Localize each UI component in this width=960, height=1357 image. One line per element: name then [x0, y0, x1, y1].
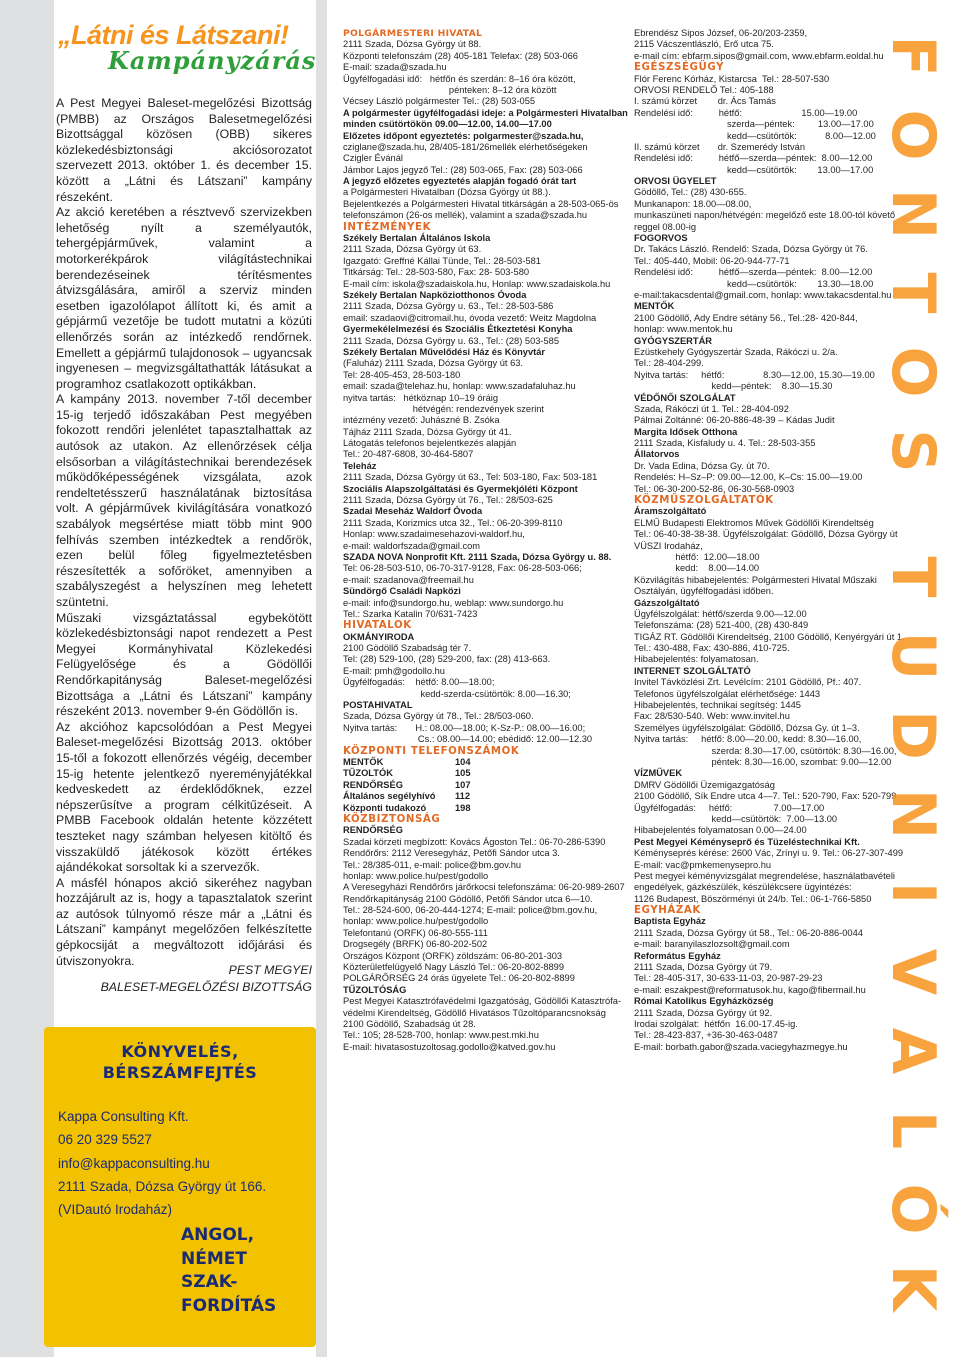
- section-heading: INTÉZMÉNYEK: [343, 221, 432, 233]
- directory-line: TIGÁZ RT. Gödöllői Kirendeltség, 2100 Gödöllő, Kenyérgyári út 1.: [634, 631, 905, 642]
- directory-line: Invitel Távközlési Zrt. Levélcím: 2101 Gödöllő, Pf.: 407.: [634, 677, 862, 688]
- directory-line: (Faluház) 2111 Szada, Dózsa György út 63.: [343, 358, 524, 369]
- directory-line: 2100 Gödöllő, Ady Endre sétány 56., Tel.:28- 420-844,: [634, 312, 858, 323]
- directory-line: Ügyfélfogadás: hétfő: 7.00—17.00: [634, 802, 825, 813]
- directory-line: Hibabejelentés: folyamatosan.: [634, 654, 759, 665]
- phone-service-number: 107: [455, 779, 471, 790]
- directory-line: Rendelési idő: hétfő—szerda—péntek: 8.00—12.00: [634, 267, 873, 278]
- directory-line: Jámbor Lajos jegyző Tel.: (28) 503-065, Fax: (28) 503-066: [343, 164, 583, 175]
- directory-line: Honlap: www.szadaimesehazovi-waldorf.hu,: [343, 529, 525, 540]
- directory-line: Titkárság: Tel.: 28-503-580, Fax: 28- 503-580: [343, 267, 530, 278]
- directory-line: E-mail: szada@szada.hu: [343, 62, 447, 73]
- ad-heading-line: BÉRSZÁMFEJTÉS: [102, 1063, 258, 1082]
- directory-line: Flór Ferenc Kórház, Kistarcsa Tel.: 28-507-530: [634, 73, 830, 84]
- directory-line: Tel.: 28-405-317, 30-633-11-03, 20-987-29-23: [634, 973, 823, 984]
- directory-line: Rendőrkapitányság 2100 Gödöllő, Petőfi Sándor utca 6—10.: [343, 893, 593, 904]
- directory-line: VÜSZI Irodaház,: [634, 540, 703, 551]
- directory-line: Tájház 2111 Szada, Dózsa György út 41.: [343, 426, 512, 437]
- directory-line: Tel.: 28/385-011, e-mail: police@bm.gov.hu: [343, 859, 522, 870]
- directory-line: email: szadaovi@citromail.hu, óvoda vezető: Weitz Magdolna: [343, 312, 597, 323]
- directory-line: Rendelés: H–Sz–P: 09.00—12.00, K–Cs: 15.00—19.00: [634, 472, 863, 483]
- directory-line: nyitva tartás: hétköznap 10–19 óráig: [343, 392, 499, 403]
- article-paragraph: Műszaki vizsgáztatással egybekötött közlekedésbiztonsági napot rendezett a Pest Megyei Kormányhivatal Közlekedési Felügyelősége és a Gödöllői Rendőrkapitányság Baleset-megelőzési Bizottsága a „Látni és Látszani” kampány részeként 2013. november 9-én Gödöllőn is.: [56, 610, 312, 719]
- directory-line: Pálmai Zoltánné: 06-20-886-48-39 – Kádas Judit: [634, 415, 835, 426]
- directory-line: Központi telefonszám (28) 405-181 Telefax: (28) 503-066: [343, 50, 578, 61]
- vertical-title-letter: A: [878, 1028, 948, 1075]
- section-heading: KÖZPONTI TELEFONSZÁMOK: [343, 745, 520, 757]
- directory-line: Tel: (28) 529-100, (28) 529-200, fax: (28) 413-663.: [343, 654, 551, 665]
- directory-line: 2100 Gödöllő Szabadság tér 7.: [343, 643, 472, 654]
- directory-line: DMRV Gödöllői Üzemigazgatóság: [634, 779, 775, 790]
- signature-line: PEST MEGYEI: [228, 963, 312, 977]
- directory-line: E-mail cím: iskola@szadaiskola.hu, Honlap: www.szadaiskola.hu: [343, 278, 611, 289]
- directory-line: Tel.: 28-524-600, 06-20-444-1274; E-mail: police@bm.gov.hu,: [343, 905, 598, 916]
- directory-line: szerda—péntek: 13.00—17.00: [634, 119, 874, 130]
- advertisement: [44, 1027, 316, 1347]
- directory-line: Személyes ügyfélszolgálat: Gödöllő, Dózsa Gy. út 1–3.: [634, 722, 860, 733]
- phone-number-row: [343, 757, 625, 768]
- phone-service-label: Központi tudakozó: [343, 802, 427, 813]
- directory-line: A jegyző előzetes egyeztetés alapján fogadó órát tart: [343, 176, 577, 187]
- directory-line: e-mail: szadanova@freemail.hu: [343, 574, 474, 585]
- directory-line: a Polgármesteri Hivatalban (Dózsa György út 88.).: [343, 187, 551, 198]
- directory-line: honlap: www.police.hu/pest/godollo: [343, 870, 489, 881]
- directory-line: minden csütörtökön 09.00—12.00, 14.00—17.00: [343, 119, 552, 130]
- directory-line: POSTAHIVATAL: [343, 700, 413, 711]
- directory-line: Székely Bertalan Napköziotthonos Óvoda: [343, 289, 527, 300]
- directory-line: Ügyfélszolgálat: hétfő/szerda 9.00—12.00: [634, 608, 807, 619]
- directory-line: Irodai szolgálat: hétfőn 16.00-17.45-ig.: [634, 1018, 798, 1029]
- vertical-title: [868, 20, 958, 1350]
- directory-line: 2100 Gödöllő, Sík Endre utca 4—7. Tel.: 520-790, Fax: 520-799: [634, 791, 897, 802]
- directory-line: Ezüstkehely Gyógyszertár Szada, Rákóczi u. 2/a.: [634, 346, 838, 357]
- directory-line: Tel.: 06-30-200-52-86, 06-30-568-0903: [634, 483, 795, 494]
- directory-line: Székely Bertalan Általános Iskola: [343, 233, 491, 244]
- directory-line: Telefonszáma: (28) 521-400, (28) 430-849: [634, 620, 809, 631]
- phone-service-number: 104: [455, 757, 471, 767]
- directory-line: Teleház: [343, 460, 377, 471]
- directory-line: telefonszámon (26-os mellék), valamint a szada@szada.hu: [343, 210, 588, 221]
- directory-line: 2100 Gödöllő, Szabadság út 28.: [343, 1018, 476, 1029]
- directory-line: Pest megyei kéményvizsgálat megrendelése, használatbavételi: [634, 870, 895, 881]
- directory-line: Tel.: 06-40-38-38-38. Ügyfélszolgálat: Gödöllő, Dózsa György út: [634, 529, 898, 540]
- directory-column-1: [343, 28, 628, 1053]
- ad-phone: 06 20 329 5527: [58, 1132, 152, 1148]
- directory-line: 2115 Vácszentlászló, Erő utca 75.: [634, 39, 774, 50]
- directory-line: Szadai körzeti megbízott: Kovács Ágoston Tel.: 06-70-286-5390: [343, 836, 606, 847]
- ad-translation: [181, 1224, 276, 1318]
- article-paragraph: Az akcióhoz kapcsolódóan a Pest Megyei Baleset-megelőzési Bizottság 2013. október 15-től a fokozott ellenőrzés végéig, december 15-ig hetente jelentkező nyereményjátékkal kedveskedett az érdeklődőknek, ezzel népszerűsítve a program célkitűzéseit. A PMBB Facebook oldalán hetente közzétett teszteket nagy számban helyesen kitöltő és visszaküldő játékosok között értékes ajándékokat sorsoltak ki a szervezők.: [56, 719, 312, 875]
- section-heading: POLGÁRMESTERI HIVATAL: [343, 28, 483, 39]
- directory-line: Munkanapon: 18.00—08.00,: [634, 198, 752, 209]
- directory-line: E-mail: hivatasostuzoltosag.godollo@katved.gov.hu: [343, 1041, 556, 1052]
- section-heading: EGYHÁZAK: [634, 905, 701, 917]
- directory-line: Szada, Dózsa György út 78., Tel.: 28/503-060.: [343, 711, 534, 722]
- directory-line: Nyitva tartás: hétfő: 8.30—12.00, 15.30—19.00: [634, 369, 875, 380]
- directory-line: 2111 Szada, Dózsa György út 79.: [634, 962, 773, 973]
- directory-line: RENDŐRSÉG: [343, 825, 403, 836]
- directory-line: péntek: 8.30—16.00, szombat: 9.00—12.00: [634, 757, 892, 767]
- article-paragraph: A másfél hónapos akció sikeréhez nagyban hozzájárult az is, hogy a tapasztalatok szerint az autósok túlnyomó része már a „Látni és Látszani” kampányt megelőzően felkészítette gépkocsiját a megváltozott időjárási és útviszonyokra.: [56, 875, 312, 968]
- directory-line: kedd: 8.00—14.00: [634, 563, 760, 574]
- phone-number-row: [343, 780, 625, 791]
- directory-line: kedd-szerda-csütörtök: 8.00—16.30;: [343, 688, 571, 699]
- directory-line: engedélyek, gázkészülék, készülékcsere ügyintézés:: [634, 882, 852, 893]
- phone-service-number: 198: [455, 802, 471, 813]
- directory-line: INTERNET SZOLGÁLTATÓ: [634, 665, 751, 676]
- directory-line: kedd—péntek: 8.30—15.30: [634, 381, 833, 392]
- ad-heading: [44, 1041, 316, 1083]
- directory-line: Telefonos ügyfélszolgálat elérhetősége: 1443: [634, 688, 821, 699]
- directory-line: munkaszüneti napon/hétvégén: megelőző este 18.00-tól követő: [634, 210, 896, 221]
- directory-line: Tel.: Szarka Katalin 70/631-7423: [343, 608, 478, 619]
- directory-line: Tel.: 28-423-837, +36-30-463-0487: [634, 1030, 778, 1041]
- vertical-title-letter: Ó: [878, 1183, 948, 1235]
- directory-line: ORVOSI RENDELŐ Tel.: 405-188: [634, 84, 774, 95]
- directory-line: Osztályán, ügyfélfogadási időben.: [634, 586, 774, 597]
- phone-number-row: [343, 803, 625, 814]
- directory-line: Rendőrőrs: 2112 Veresegyház, Petőfi Sándor utca 3.: [343, 848, 560, 859]
- directory-line: intézmény vezető: Juhászné B. Zsóka: [343, 415, 500, 426]
- directory-line: Fax: 28/530-540. Web: www.invitel.hu: [634, 711, 790, 722]
- article-paragraph: Az akció keretében a résztvevő szervizekben lehetőség nyílt a személyautók, tehergépjárművek, valamint a motorkerékpárok világítástechnikai berendezéseinek térítésmentes átvizsgálására, amiről a szerviz minden esetben igazolólapot állított ki, és amit a gépjármű vezetője be tudott mutatni a közúti ellenőrzés során az intézkedő rendőrnek. Emellett a gépjármű tulajdonosok – ugyancsak ingyenesen – megvizsgáltathatták látásukat a programhoz csatlakozott optikákban.: [56, 205, 312, 391]
- directory-line: Nyitva tartás: hétfő: 8.00—20.00, kedd: 8.30—16.00,: [634, 734, 862, 745]
- directory-line: POLGÁRŐRSÉG 24 órás ügyelete Tel.: 06-20-802-8899: [343, 973, 575, 984]
- phone-service-label: MENTŐK: [343, 757, 384, 767]
- directory-line: Dr. Vada Edina, Dózsa Gy. út 70.: [634, 460, 770, 471]
- directory-line: SZADA NOVA Nonprofit Kft. 2111 Szada, Dózsa György u. 88.: [343, 551, 612, 562]
- directory-line: II. számú körzet dr. Szemerédy István: [634, 141, 806, 152]
- directory-line: E-mail: pmh@godollo.hu: [343, 665, 445, 676]
- directory-line: Közterületfelügyelő Nagy László Tel.: 06-20-802-8899: [343, 962, 565, 973]
- section-heading: HIVATALOK: [343, 620, 412, 632]
- vertical-title-letter: O: [878, 109, 948, 161]
- directory-line: védelmi Kirendeltség, Gödöllő Hivatásos Tűzoltóparancsnokság: [343, 1007, 606, 1018]
- directory-line: Országos Központ (ORFK) zöldszám: 06-80-201-303: [343, 950, 563, 961]
- directory-line: Kéményseprés kérése: 2600 Vác, Zrínyi u. 9. Tel.: 06-27-307-499: [634, 848, 904, 859]
- directory-line: Tel.: 28-404-299.: [634, 358, 704, 369]
- directory-line: Vécsey László polgármester Tel.: (28) 503-055: [343, 96, 536, 107]
- directory-line: Tel: 28-405-453, 28-503-180: [343, 369, 461, 380]
- directory-line: Margita Idősek Otthona: [634, 426, 738, 437]
- directory-line: cziglane@szada.hu, 28/405-181/26mellék elérhetőségeken: [343, 141, 588, 152]
- directory-line: Tel.: 20-487-6808, 30-464-5807: [343, 449, 474, 460]
- directory-line: Látogatás telefonos bejelentkezés alapján: [343, 438, 517, 449]
- directory-line: Előzetes időpont egyeztetés: polgarmester@szada.hu,: [343, 130, 584, 141]
- directory-line: E-mail: borbath.gabor@szada.vaciegyhazmegye.hu: [634, 1041, 848, 1052]
- directory-line: e-mail: eszakpest@reformatusok.hu, kago@fibermail.hu: [634, 984, 866, 995]
- directory-column-2: [634, 28, 905, 1053]
- directory-line: Gyermekélelmezési és Szociális Étkeztetési Konyha: [343, 324, 573, 335]
- directory-line: GYÓGYSZERTÁR: [634, 335, 712, 346]
- directory-line: Tel.: 405-440, Mobil: 06-20-944-77-71: [634, 255, 790, 266]
- section-heading: KÖZMŰSZOLGÁLTATÓK: [634, 495, 774, 507]
- directory-line: Tel.: 430-488, Fax: 430-886, 410-725.: [634, 643, 790, 654]
- directory-line: Gázszolgáltató: [634, 597, 700, 608]
- directory-line: MENTŐK: [634, 301, 675, 312]
- directory-line: e-mail: baranyilaszlozsolt@gmail.com: [634, 939, 790, 950]
- phone-service-label: RENDŐRSÉG: [343, 779, 403, 790]
- vertical-title-letter: N: [878, 188, 948, 240]
- directory-line: Gödöllő, Tel.: (28) 430-655.: [634, 187, 747, 198]
- directory-line: Szada, Rákóczi út 1. Tel.: 28-404-092: [634, 403, 789, 414]
- ad-heading-line: KÖNYVELÉS,: [121, 1042, 239, 1061]
- directory-line: OKMÁNYIRODA: [343, 631, 415, 642]
- directory-line: Rendelési idő: hétfő—szerda—péntek: 8.00—12.00: [634, 153, 873, 164]
- directory-line: 2111 Szada, Dózsa György út 76., Tel.: 28/503-625: [343, 495, 553, 506]
- signature-line: BALESET-MEGELŐZÉSI BIZOTTSÁG: [100, 980, 312, 994]
- ad-address: 2111 Szada, Dózsa György út 166.: [58, 1178, 267, 1194]
- directory-line: Nyitva tartás: H.: 08.00—18.00; K-Sz-P.: 08.00—16.00;: [343, 722, 586, 733]
- ad-foot-line: ANGOL,: [181, 1225, 255, 1245]
- directory-line: Czigler Évánál: [343, 153, 403, 164]
- directory-line: Igazgató: Greffné Kállai Tünde, Tel.: 28-503-581: [343, 255, 541, 266]
- directory-line: Cs.: 08.00—14.00; ebédidő: 12.00—12.30: [343, 734, 593, 745]
- directory-line: Református Egyház: [634, 950, 721, 961]
- directory-line: Szociális Alapszolgáltatási és Gyermekjóléti Központ: [343, 483, 578, 494]
- directory-line: ORVOSI ÜGYELET: [634, 176, 717, 187]
- directory-line: 2111 Szada, Dózsa György út 63.: [343, 244, 482, 255]
- directory-line: I. számú körzet dr. Ács Tamás: [634, 96, 776, 107]
- directory-line: email: szada@telehaz.hu, honlap: www.szadafaluhaz.hu: [343, 381, 576, 392]
- phone-number-row: [343, 791, 625, 802]
- ad-foot-line: FORDÍTÁS: [181, 1295, 277, 1316]
- vertical-title-letter: V: [878, 949, 948, 996]
- directory-line: Baptista Egyház: [634, 916, 706, 927]
- vertical-title-letter: L: [878, 1111, 948, 1150]
- vertical-title-letter: T: [878, 556, 948, 598]
- directory-line: Pest Megyei Katasztrófavédelmi Igazgatóság, Gödöllői Katasztrófa-: [343, 996, 622, 1007]
- directory-line: e-mail:takacsdental@gmail.com, honlap: www.takacsdental.hu: [634, 289, 892, 300]
- vertical-title-letter: T: [878, 272, 948, 314]
- directory-line: Rendelési idő: hétfő: 15.00—19.00: [634, 107, 858, 118]
- directory-line: Hibabejelentés, technikai segítség: 1445: [634, 700, 801, 711]
- ad-company: Kappa Consulting Kft.: [58, 1109, 189, 1124]
- vertical-title-letter: N: [878, 789, 948, 840]
- directory-line: Pest Megyei Kéményseprő és Tüzeléstechnikai Kft.: [634, 836, 860, 847]
- directory-line: hétfő: 12.00—18.00: [634, 551, 760, 562]
- directory-line: honlap: www.police.hu/pest/godollo: [343, 916, 489, 927]
- directory-line: hétvégén: rendezvények szerint: [343, 403, 545, 414]
- ad-email: info@kappaconsulting.hu: [58, 1155, 210, 1171]
- directory-line: szerda: 8.30—17.00, csütörtök: 8.30—16.00,: [634, 745, 897, 756]
- ad-contact: [58, 1105, 266, 1221]
- directory-line: Bejelentkezés a Polgármesteri Hivatal titkárságán a 28-503-065-ös: [343, 198, 619, 209]
- article-paragraph: A kampány 2013. november 7-től december 15-ig terjedő időszakában Pest megyében fokozott rendőri jelenlétet tapasztalhattak az autósok az utakon. Az ellenőrzések célja elsősorban a világítástechnikai berendezések működőképességének vizsgálata, azok rendeltetésszerű használatának biztosítása volt. A gépjárművek kivilágítására vonatkozó szabályok megsértése miatt több mint 900 felhívás szemben intézkedtek a rendőrök, ezen belül főleg figyelmeztetésben részesítették a sofőröket, amennyiben a szabályszegést a helyszínen meg lehetett szüntetni.: [56, 392, 312, 609]
- directory-line: Tel: 06-28-503-510, 06-70-317-9128, Fax: 06-28-503-066;: [343, 563, 582, 574]
- directory-line: 2111 Szada, Dózsa György út 63., Tel: 503-180, Fax: 503-181: [343, 472, 598, 483]
- directory-line: Ügyfélfogadási idő: hétfőn és szerdán: 8–16 óra között,: [343, 73, 576, 84]
- directory-line: ELMŰ Budapesti Elektromos Művek Gödöllői Kirendeltség: [634, 517, 874, 528]
- directory-line: e-mail cím: ebfarm.sipos@gmail.com, www.ebfarm.eoldal.hu: [634, 50, 884, 61]
- directory-line: 1126 Budapest, Böszörményi út 24/b. Tel.: 06-1-766-5850: [634, 893, 872, 904]
- directory-line: honlap: www.mentok.hu: [634, 324, 733, 335]
- vertical-title-letter: F: [878, 35, 948, 77]
- directory-line: Tel.: 105; 28-528-700, honlap: www.pest.mki.hu: [343, 1030, 539, 1041]
- directory-line: A Veresegyházi Rendőrőrs járőrkocsi telefonszáma: 06-20-989-2607: [343, 882, 625, 893]
- vertical-title-letter: D: [878, 710, 948, 761]
- vertical-title-letter: U: [878, 632, 948, 681]
- directory-line: 2111 Szada, Kisfaludy u. 4. Tel.: 28-503-355: [634, 438, 816, 449]
- article-subtitle: Kampányzárás: [108, 46, 317, 75]
- directory-line: 2111 Szada, Dózsa György út 92.: [634, 1007, 773, 1018]
- directory-line: E-mail: vac@pmkemenysepro.hu: [634, 859, 772, 870]
- directory-line: Székely Bertalan Művelődési Ház és Könyvtár: [343, 346, 546, 357]
- phone-number-row: [343, 768, 625, 779]
- directory-line: VÍZMŰVEK: [634, 768, 683, 779]
- directory-line: Áramszolgáltató: [634, 506, 707, 517]
- directory-line: Ebrendész Sipos József, 06-20/203-2359,: [634, 28, 808, 38]
- ad-foot-line: SZAK-: [181, 1272, 238, 1292]
- phone-service-label: Általános segélyhívó: [343, 791, 436, 802]
- phone-service-number: 112: [455, 791, 470, 802]
- directory-line: Közvilágítás hibabejelentés: Polgármesteri Hivatal Műszaki: [634, 574, 877, 585]
- directory-line: kedd—csütörtök: 7.00—13.00: [634, 813, 838, 824]
- directory-line: Római Katolikus Egyházközség: [634, 996, 774, 1007]
- article-body: [56, 96, 312, 969]
- vertical-title-letter: I: [878, 882, 948, 905]
- section-heading: EGÉSZSÉGÜGY: [634, 62, 725, 74]
- directory-line: reggel 08.00-ig: [634, 221, 697, 232]
- directory-line: kedd—csütörtök: 13.00—17.00: [634, 164, 874, 175]
- directory-line: VÉDŐNŐI SZOLGÁLAT: [634, 392, 736, 403]
- directory-line: TŰZOLTÓSÁG: [343, 984, 407, 995]
- directory-line: e-mail: waldorfszada@gmail.com: [343, 540, 481, 551]
- directory-line: 2111 Szada, Dózsa György u. 63., Tel.: (28) 503-585: [343, 335, 560, 346]
- directory-line: Szadai Meseház Waldorf Óvoda: [343, 506, 483, 517]
- vertical-title-letter: K: [878, 1265, 948, 1312]
- directory-line: Telefontanú (ORFK) 06-80-555-111: [343, 927, 488, 938]
- directory-line: 2111 Szada, Dózsa György u. 63., Tel.: 28-503-586: [343, 301, 554, 312]
- directory-line: Hibabejelentés folyamatosan 0.00—24.00: [634, 825, 807, 836]
- directory-line: 2111 Szada, Dózsa György út 58., Tel.: 06-20-886-0044: [634, 927, 863, 938]
- ad-address-note: (VIDautó Irodaház): [58, 1202, 173, 1218]
- directory-line: e-mail: info@sundorgo.hu, weblap: www.sundorgo.hu: [343, 597, 564, 608]
- section-heading: KÖZBIZTONSÁG: [343, 813, 441, 825]
- directory-line: Sündörgő Családi Napközi: [343, 586, 461, 597]
- article-signature: [100, 962, 312, 996]
- directory-line: Ügyfélfogadás: hétfő: 8.00—18.00;: [343, 677, 495, 688]
- phone-service-number: 105: [455, 768, 471, 779]
- directory-line: kedd—csütörtök: 8.00—12.00: [634, 130, 876, 141]
- directory-line: Állatorvos: [634, 449, 680, 460]
- directory-line: pénteken: 8–12 óra között: [343, 84, 557, 95]
- ad-foot-line: NÉMET: [181, 1248, 247, 1269]
- article-paragraph: A Pest Megyei Baleset-megelőzési Bizottság (PMBB) az Országos Balesetmegelőzési Bizottsággal közösen (OBB) sikeres közlekedésbiztonsági akciósorozatot szervezett 2013. október 1. és december 15. között a „Látni és Látszani” kampány részeként.: [56, 96, 312, 204]
- directory-line: Dr. Takács László. Rendelő: Szada, Dózsa György út 76.: [634, 244, 868, 255]
- phone-service-label: TŰZOLTÓK: [343, 768, 393, 779]
- directory-line: A polgármester ügyfélfogadási ideje: a Polgármesteri Hivatalban: [343, 107, 628, 118]
- article-title: „Látni és Látszani!: [58, 20, 289, 50]
- vertical-title-letter: O: [878, 346, 948, 398]
- directory-line: Drogsegély (BRFK) 06-80-202-502: [343, 939, 488, 950]
- directory-line: 2111 Szada, Dózsa György út 88.: [343, 39, 482, 50]
- vertical-title-letter: S: [878, 429, 948, 473]
- directory-line: 2111 Szada, Korizmics utca 32., Tel.: 06-20-399-8110: [343, 517, 563, 528]
- directory-line: FOGORVOS: [634, 233, 688, 244]
- directory-line: kedd—csütörtök: 13.30—18.00: [634, 278, 874, 289]
